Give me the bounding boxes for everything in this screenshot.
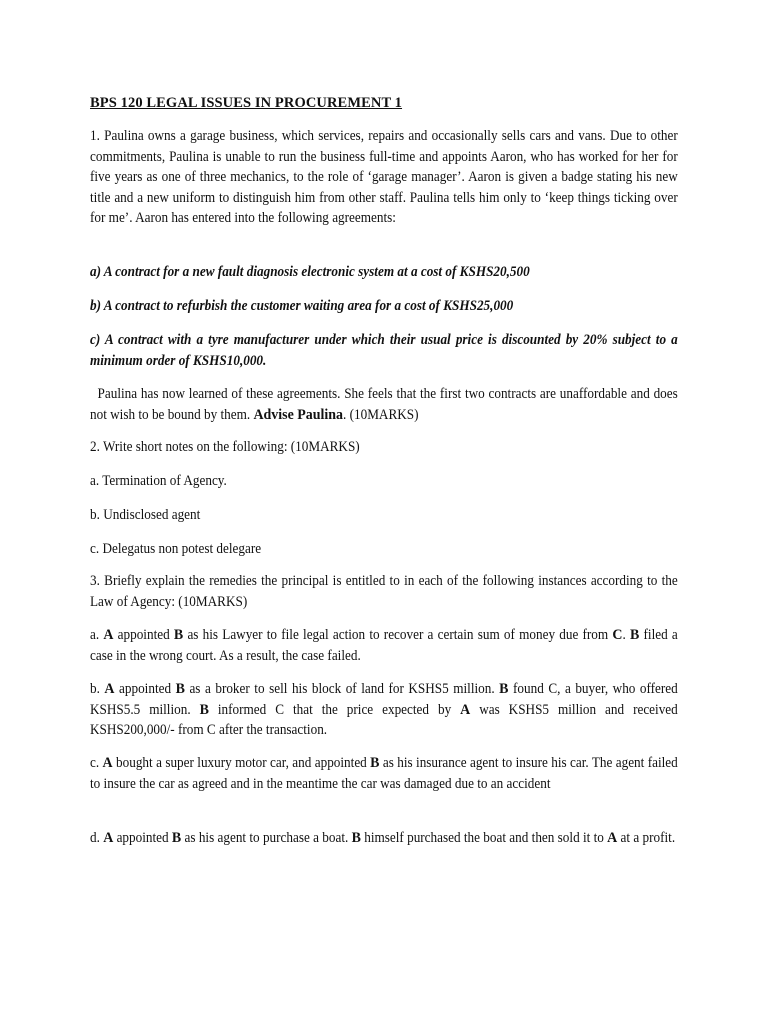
party-a: A: [103, 627, 114, 643]
text-run: as a broker to sell his block of land for KSHS5 million.: [184, 681, 500, 697]
question-3-heading: 3. Briefly explain the remedies the principal is entitled to in each of the following instances according to the Law of Agency: (10MARKS): [90, 573, 678, 610]
text-run: .: [622, 627, 630, 643]
advise-label: Advise Paulina: [253, 406, 344, 423]
question-1-intro: 1. Paulina owns a garage business, which services, repairs and occasionally sells cars and vans. Due to other commitments, Paulina is unable to run the business full-time and appoints Aaron, who has worked for her for five years as one of three mechanics, to the role of ‘garage manager’. Aaron is given a badge stating his new title and a new uniform to distinguish him from other staff. Paulina tells him only to ‘keep things ticking over for me’. Aaron has entered into the following agreements:: [90, 128, 678, 226]
party-a: A: [103, 830, 114, 846]
text-run: bought a super luxury motor car, and appointed: [112, 755, 371, 771]
question-3-item-b: [90, 679, 678, 741]
document-title: BPS 120 LEGAL ISSUES IN PROCUREMENT 1: [90, 95, 403, 111]
party-a: A: [607, 830, 618, 846]
text-run: appointed: [114, 681, 176, 697]
party-b: B: [173, 627, 184, 643]
text-run: at a profit.: [617, 830, 676, 846]
text-run: was KSHS5 million and received KSHS200,000/- from C after the transaction.: [90, 701, 678, 738]
party-a: A: [460, 701, 471, 718]
question-1-closing: [90, 384, 678, 425]
text-run: himself purchased the boat and then sold it to: [360, 830, 608, 846]
party-b: B: [171, 830, 182, 846]
party-b: B: [499, 681, 509, 697]
text-run: as his insurance agent to insure his car. The agent failed to insure the car as agreed and in the meantime the car was damaged due to an accident: [90, 755, 678, 792]
party-b: B: [175, 681, 185, 697]
question-3-item-a: [90, 625, 678, 666]
text-run: as his agent to purchase a boat.: [181, 830, 352, 846]
text-run: c.: [90, 755, 103, 771]
party-b: B: [629, 627, 640, 643]
text-run: appointed: [113, 830, 172, 846]
text-run: found C, a buyer, who offered KSHS5.5 million.: [90, 681, 678, 718]
party-b: B: [199, 701, 209, 718]
question-3-item-c: [90, 753, 678, 794]
party-b: B: [370, 755, 380, 771]
text-run: b.: [90, 681, 105, 697]
question-3-item-d: [90, 828, 678, 849]
question-1-item-a: a) A contract for a new fault diagnosis electronic system at a cost of KSHS20,500: [90, 264, 530, 280]
text-run: filed a case in the wrong court. As a result, the case failed.: [90, 627, 678, 664]
question-2-heading: 2. Write short notes on the following: (10MARKS): [90, 439, 360, 455]
party-a: A: [102, 755, 113, 771]
text-run: d.: [90, 830, 104, 846]
text-run: a.: [90, 627, 104, 643]
party-a: A: [104, 681, 115, 697]
marks-label: . (10MARKS): [343, 406, 419, 423]
party-c: C: [612, 627, 623, 643]
closing-text: Paulina has now learned of these agreements. She feels that the first two contracts are unaffordable and does not wish to be bound by them.: [90, 386, 678, 423]
question-2-item-c: c. Delegatus non potest delegare: [90, 541, 262, 557]
party-b: B: [351, 830, 361, 846]
text-run: informed C that the price expected by: [208, 701, 461, 718]
question-2-item-b: b. Undisclosed agent: [90, 507, 201, 523]
text-run: as his Lawyer to file legal action to recover a certain sum of money due from: [183, 627, 613, 643]
question-2-item-a: a. Termination of Agency.: [90, 473, 227, 489]
text-run: appointed: [113, 627, 174, 643]
question-1-item-b: b) A contract to refurbish the customer waiting area for a cost of KSHS25,000: [90, 298, 514, 314]
question-1-item-c: c) A contract with a tyre manufacturer under which their usual price is discounted by 20% subject to a minimum order of KSHS10,000.: [90, 332, 678, 369]
